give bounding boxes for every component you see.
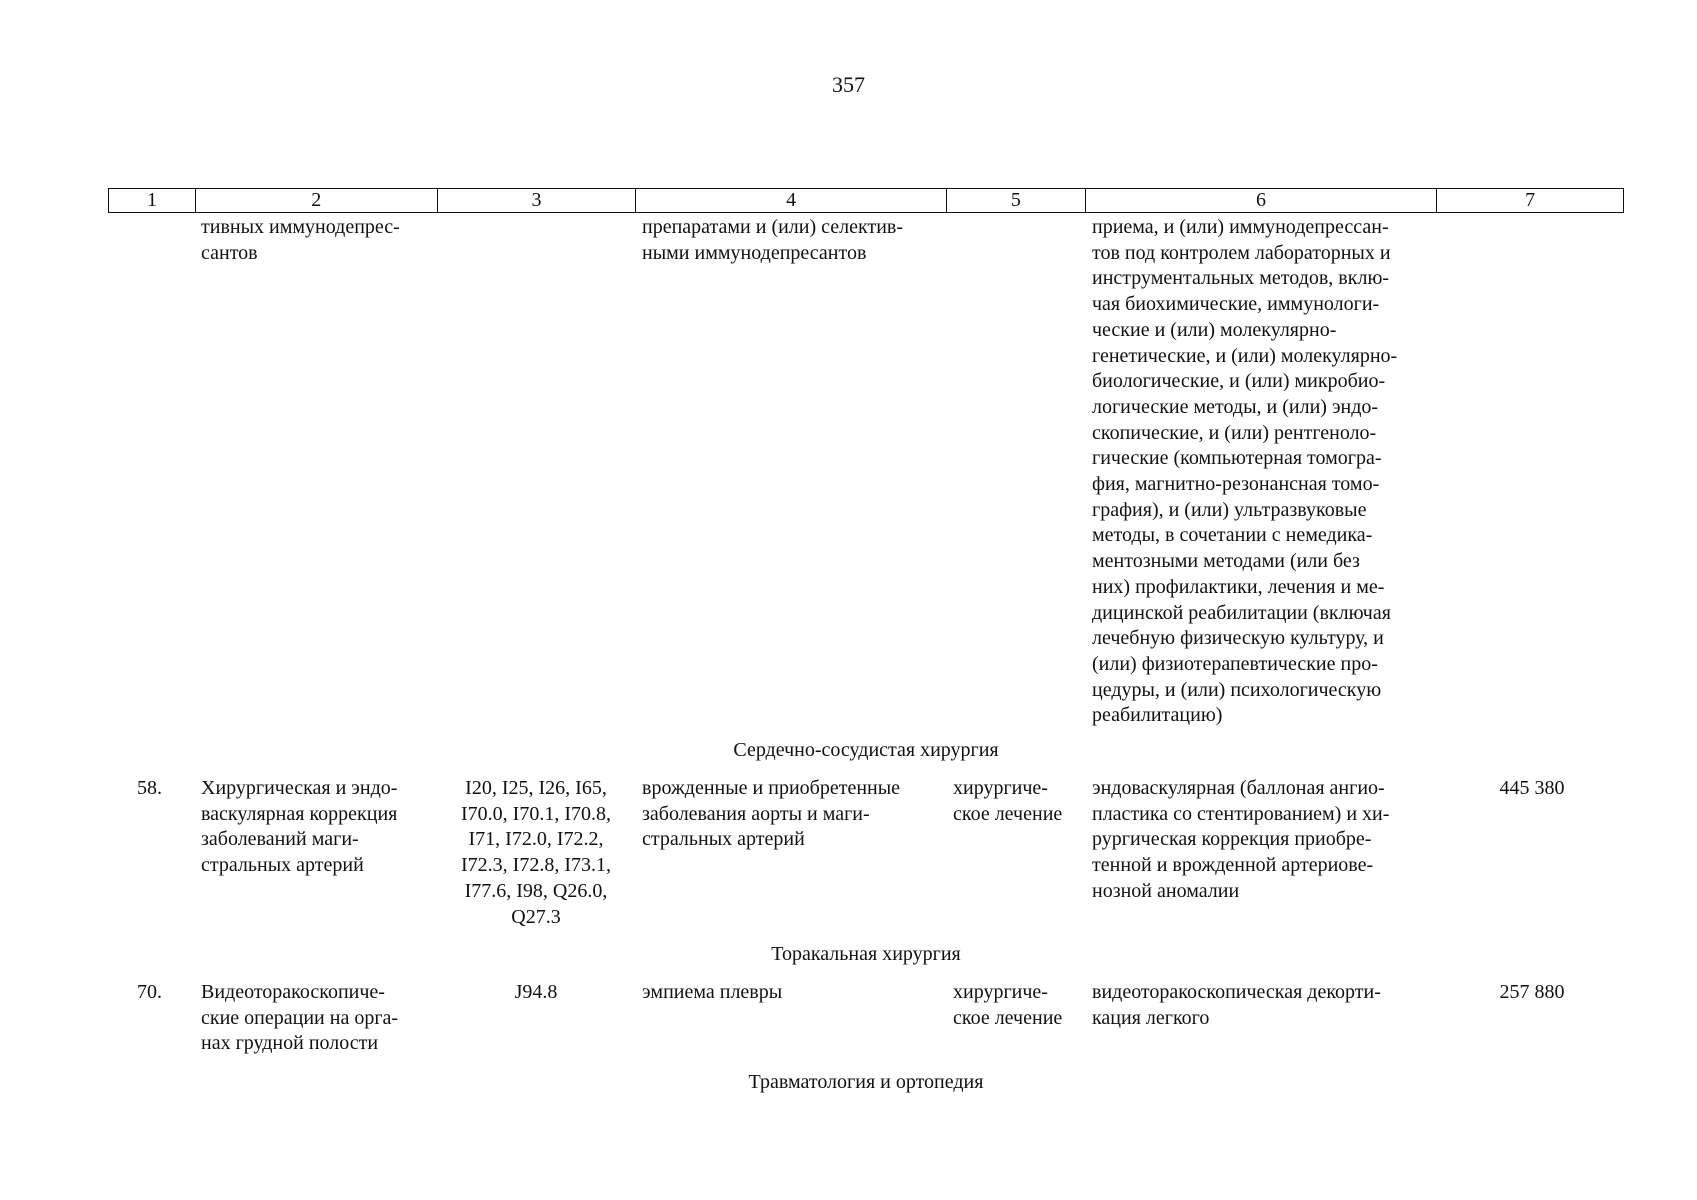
- row-name-cell: Хирургическая и эндо- васкулярная коррекция заболеваний маги- стральных артерий: [201, 777, 398, 877]
- row-treatment-type-cell: хирургиче- ское лечение: [953, 981, 1063, 1029]
- row-method-cell: эндоваскулярная (баллоная ангио- пластика со стентированием) и хи- рургическая коррекция приобре- тенной и врожденной артериове- нозной аномалии: [1092, 777, 1390, 902]
- column-header-2: 2: [196, 189, 438, 212]
- row-method-cell: видеоторакоскопическая декорти- кация легкого: [1092, 981, 1381, 1029]
- row-codes-cell: J94.8: [514, 981, 558, 1003]
- column-header-3: 3: [438, 189, 637, 212]
- row-cost-cell: 445 380: [1499, 777, 1565, 799]
- column-header-7: 7: [1525, 189, 1536, 211]
- column-header-1: 1: [109, 189, 196, 212]
- column-header-5: 5: [947, 189, 1086, 212]
- row-condition-cell: врожденные и приобретенные заболевания аорты и маги- стральных артерий: [642, 777, 901, 851]
- continuation-name-cell: тивных иммунодепрес- сантов: [201, 216, 400, 264]
- row-condition-cell: эмпиема плевры: [642, 981, 783, 1003]
- section-title-thoracic: Торакальная хирургия: [771, 943, 961, 965]
- column-header-4: 4: [636, 189, 947, 212]
- row-number: 70.: [137, 981, 162, 1003]
- continuation-condition-cell: препаратами и (или) селектив- ными иммунодепресантов: [642, 216, 904, 264]
- table-header-row: [108, 188, 1624, 213]
- column-header-6: 6: [1086, 189, 1438, 212]
- row-name-cell: Видеоторакоскопиче- ские операции на орга- нах грудной полости: [201, 981, 399, 1055]
- section-title-cardiovascular: Сердечно-сосудистая хирургия: [733, 739, 999, 761]
- row-treatment-type-cell: хирургиче- ское лечение: [953, 777, 1063, 825]
- page-number: 357: [832, 72, 865, 97]
- row-codes-cell: I20, I25, I26, I65, I70.0, I70.1, I70.8, I71, I72.0, I72.2, I72.3, I72.8, I73.1, I77.6, I98, Q26.0, Q27.3: [461, 777, 611, 928]
- section-title-traumatology: Травматология и ортопедия: [748, 1071, 984, 1093]
- row-cost-cell: 257 880: [1499, 981, 1565, 1003]
- row-number: 58.: [137, 777, 162, 799]
- continuation-method-cell: приема, и (или) иммунодепрессан- тов под контролем лабораторных и инструментальных методов, вклю- чая биохимические, иммунологи- ческие и (или) молекулярно- генетические, и (или) молекулярно- биологические, и (или) микробио- логические методы, и (или) эндо- скопические, и (или) рентгеноло- гические (компьютерная томогра- фия, магнитно-резонансная томо- графия), и (или) ультразвуковые методы, в сочетании с немедика- ментозными методами (или без них) профилактики, лечения и ме- дицинской реабилитации (включая лечебную физическую культуру, и (или) физиотерапевтические про- цедуры, и (или) психологическую реабилитацию): [1092, 216, 1398, 727]
